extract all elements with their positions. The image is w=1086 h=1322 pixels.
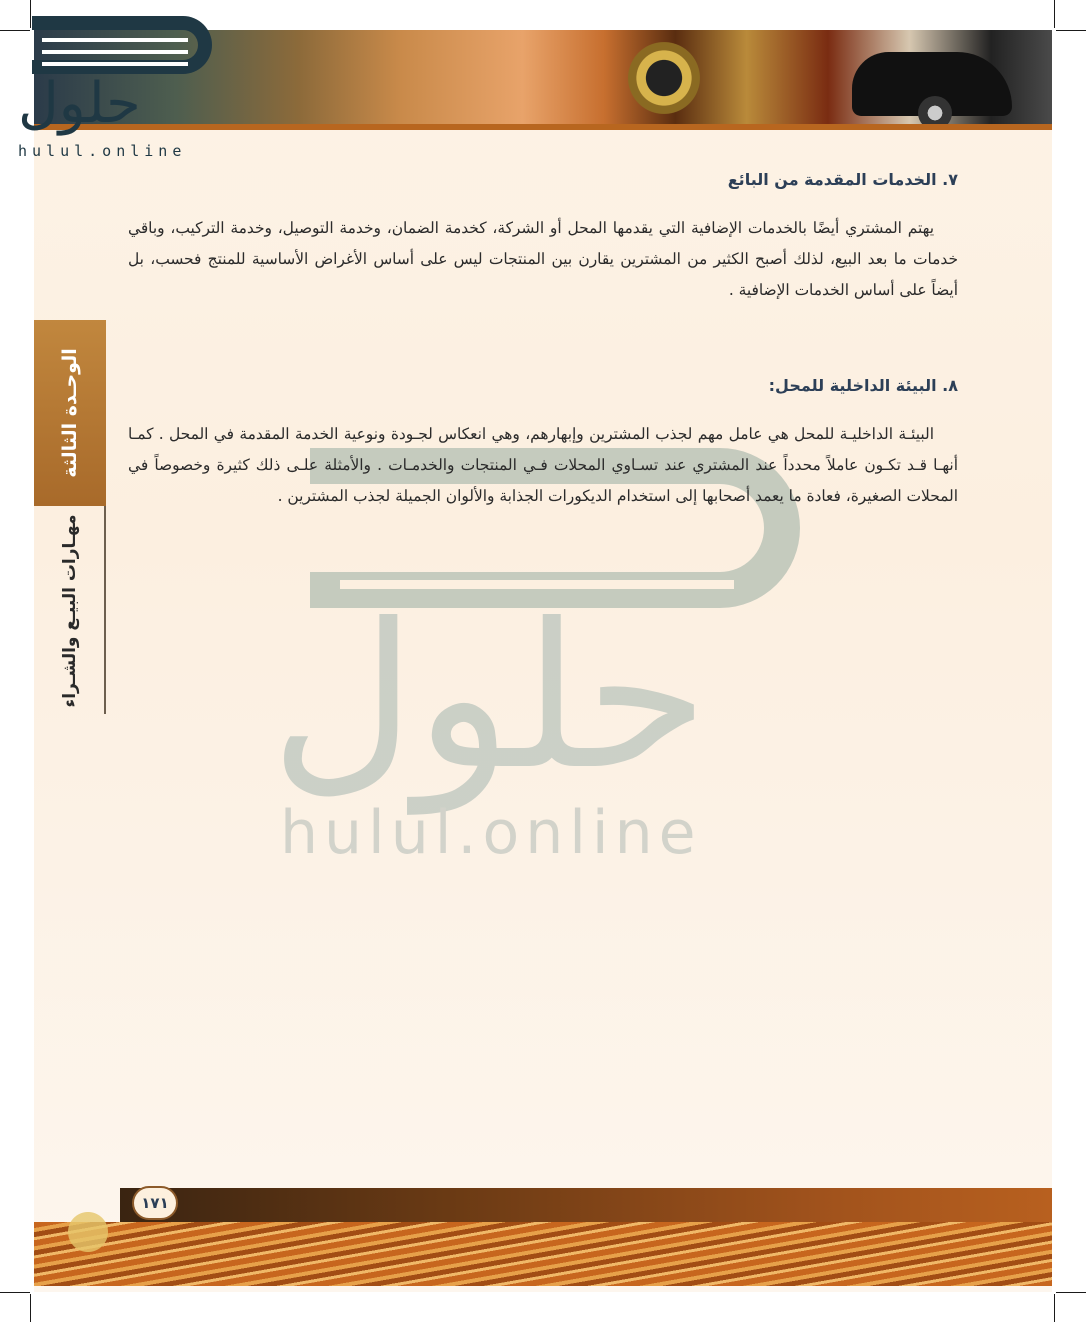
section-8-heading: ٨. البيئة الداخلية للمحل: bbox=[768, 376, 958, 395]
unit-tab bbox=[34, 320, 106, 506]
corner-logo-icon bbox=[62, 1190, 114, 1260]
watermark-logo bbox=[270, 448, 830, 888]
section-8-paragraph: البيئـة الداخليـة للمحل هي عامل مهم لجذب المشترين وإبهارهم، وهي انعكاس لجـودة ونوعية الخدمة المقدمة في المحل . كمـا أنهـا قـد تكـون عاملاً محدداً عند المشتري عند تسـاوي المحلات فـي المنتجات والخدمـات . والأمثلة علـى ذلك كثيرة وخصوصاً في المحلات الصغيرة، فعادة ما يعمد أصحابها إلى استخدام الديكورات الجذابة والألوان الجميلة لجذب المشترين . bbox=[128, 425, 958, 505]
watermark-url: hulul.online bbox=[280, 798, 702, 868]
site-logo[interactable] bbox=[18, 8, 218, 158]
crop-mark bbox=[1056, 1292, 1086, 1293]
crop-mark bbox=[0, 1292, 30, 1293]
crop-mark bbox=[1054, 0, 1055, 28]
section-7-paragraph: يهتم المشتري أيضًا بالخدمات الإضافية التي يقدمها المحل أو الشركة، كخدمة الضمان، وخدمة التوصيل، وخدمة التركيب، وباقي خدمات ما بعد البيع، لذلك أصبح الكثير من المشترين يقارن بين المنتجات ليس على أساس الأغراض الأساسية للمنتج فحسب، بل أيضاً على أساس الخدمات الإضافية . bbox=[128, 219, 958, 299]
logo-mark bbox=[32, 16, 212, 74]
subject-label: مهـارات البيـع والشـراء bbox=[60, 514, 80, 708]
crop-mark bbox=[1056, 30, 1086, 31]
watch-image bbox=[622, 36, 706, 120]
crop-mark bbox=[30, 1294, 31, 1322]
side-divider bbox=[104, 506, 106, 714]
watermark-word: حلول bbox=[270, 581, 709, 814]
crop-mark bbox=[1054, 1294, 1055, 1322]
logo-url: hulul.online bbox=[18, 142, 187, 160]
unit-label: الوحـدة الثالثة bbox=[59, 348, 81, 478]
page-number: ١٧١ bbox=[132, 1186, 178, 1220]
footer-stripes bbox=[34, 1222, 1052, 1286]
logo-word: حلول bbox=[18, 71, 141, 136]
subject-tab bbox=[34, 506, 106, 716]
footer-bar bbox=[120, 1188, 1052, 1222]
page-content bbox=[128, 170, 958, 512]
section-7-heading: ٧. الخدمات المقدمة من البائع bbox=[727, 170, 958, 189]
